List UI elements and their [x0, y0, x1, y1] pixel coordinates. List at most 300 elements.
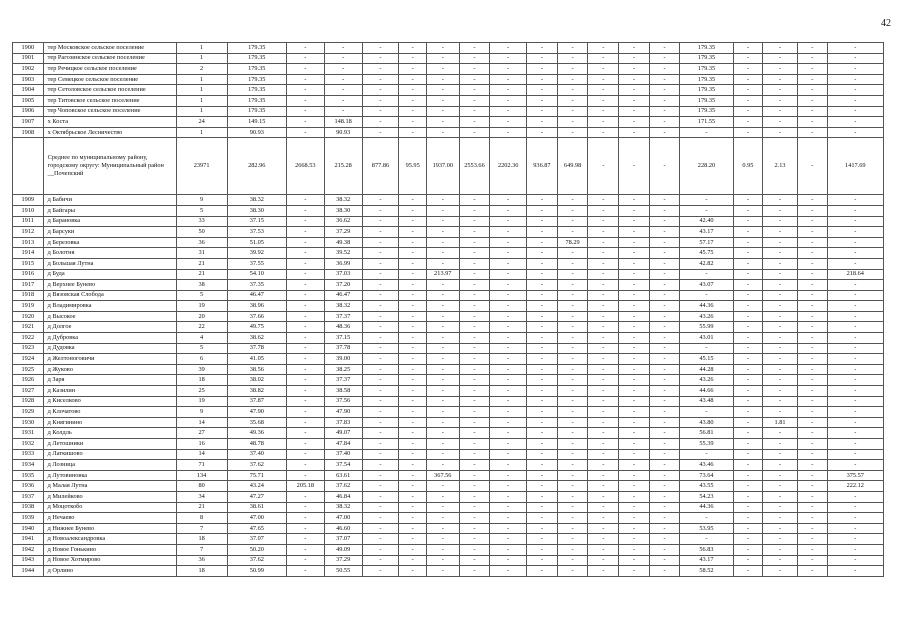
value-cell: -	[362, 322, 399, 333]
value-cell: -	[399, 258, 427, 269]
row-number-cell: 1921	[13, 322, 44, 333]
value-cell: -	[557, 523, 588, 534]
value-cell: -	[733, 343, 763, 354]
value-cell: 4	[176, 333, 227, 344]
value-cell: -	[649, 502, 680, 513]
value-cell: -	[763, 544, 798, 555]
value-cell: -	[619, 290, 650, 301]
value-cell: -	[733, 354, 763, 365]
value-cell: -	[399, 566, 427, 577]
value-cell: -	[733, 544, 763, 555]
value-cell: -	[557, 460, 588, 471]
value-cell: -	[286, 555, 324, 566]
value-cell: 179.35	[227, 74, 286, 85]
value-cell: 45.15	[680, 354, 733, 365]
value-cell: -	[733, 460, 763, 471]
value-cell: -	[362, 407, 399, 418]
value-cell: -	[557, 544, 588, 555]
value-cell: 7	[176, 523, 227, 534]
value-cell: -	[490, 386, 527, 397]
value-cell: -	[588, 333, 619, 344]
value-cell: -	[588, 85, 619, 96]
value-cell: 649.98	[557, 138, 588, 195]
value-cell: 0.95	[733, 138, 763, 195]
value-cell: -	[827, 354, 883, 365]
value-cell: 1	[176, 43, 227, 54]
value-cell: -	[324, 74, 362, 85]
value-cell: 36.99	[324, 258, 362, 269]
value-cell: 7	[176, 544, 227, 555]
settlement-name-cell: д Буда	[43, 269, 176, 280]
value-cell: 75.71	[227, 470, 286, 481]
value-cell: 57.17	[680, 237, 733, 248]
value-cell: -	[527, 248, 558, 259]
settlement-name-cell: д Дубровка	[43, 333, 176, 344]
row-number-cell: 1942	[13, 544, 44, 555]
value-cell: 179.35	[227, 53, 286, 64]
value-cell: -	[649, 43, 680, 54]
value-cell: 34	[176, 491, 227, 502]
value-cell: -	[362, 248, 399, 259]
value-cell: -	[399, 269, 427, 280]
value-cell: -	[649, 566, 680, 577]
value-cell: -	[680, 513, 733, 524]
value-cell: 1.81	[763, 417, 798, 428]
value-cell: 213.97	[426, 269, 459, 280]
value-cell: -	[827, 290, 883, 301]
value-cell: -	[619, 269, 650, 280]
value-cell: 37.53	[227, 227, 286, 238]
value-cell: -	[362, 43, 399, 54]
value-cell: 21	[176, 258, 227, 269]
value-cell: -	[763, 227, 798, 238]
value-cell: -	[680, 290, 733, 301]
settlement-name-cell: д Высокое	[43, 311, 176, 322]
value-cell: -	[733, 85, 763, 96]
value-cell: 37.07	[227, 534, 286, 545]
value-cell: 37.66	[227, 311, 286, 322]
value-cell: -	[733, 566, 763, 577]
value-cell: 38.62	[227, 333, 286, 344]
value-cell: 18	[176, 566, 227, 577]
value-cell: -	[588, 301, 619, 312]
value-cell: -	[324, 85, 362, 96]
value-cell: 14	[176, 417, 227, 428]
value-cell: -	[827, 386, 883, 397]
value-cell: 50.99	[227, 566, 286, 577]
value-cell: -	[827, 43, 883, 54]
value-cell: -	[649, 138, 680, 195]
value-cell: 282.96	[227, 138, 286, 195]
value-cell: -	[399, 470, 427, 481]
value-cell: -	[619, 205, 650, 216]
value-cell: -	[619, 386, 650, 397]
value-cell: -	[763, 523, 798, 534]
value-cell: -	[619, 470, 650, 481]
value-cell: -	[399, 502, 427, 513]
value-cell: -	[827, 205, 883, 216]
value-cell: -	[649, 555, 680, 566]
value-cell: 44.36	[680, 502, 733, 513]
value-cell: -	[680, 449, 733, 460]
value-cell: -	[649, 481, 680, 492]
value-cell: -	[399, 555, 427, 566]
value-cell: -	[763, 491, 798, 502]
value-cell: -	[527, 85, 558, 96]
value-cell: -	[362, 258, 399, 269]
value-cell: -	[399, 205, 427, 216]
value-cell: -	[426, 322, 459, 333]
value-cell: -	[557, 407, 588, 418]
value-cell: -	[619, 227, 650, 238]
value-cell: -	[797, 449, 827, 460]
value-cell: -	[490, 205, 527, 216]
value-cell: 43.01	[680, 333, 733, 344]
row-number-cell: 1932	[13, 439, 44, 450]
value-cell: -	[619, 439, 650, 450]
value-cell: -	[490, 354, 527, 365]
value-cell: 46.84	[324, 491, 362, 502]
table-body	[13, 43, 884, 577]
value-cell: -	[490, 117, 527, 128]
value-cell: -	[797, 290, 827, 301]
value-cell: -	[588, 205, 619, 216]
value-cell: 48.36	[324, 322, 362, 333]
value-cell: -	[797, 258, 827, 269]
value-cell: -	[459, 127, 490, 138]
value-cell: -	[649, 205, 680, 216]
value-cell: -	[588, 386, 619, 397]
value-cell: -	[827, 85, 883, 96]
value-cell: -	[286, 439, 324, 450]
value-cell: -	[362, 301, 399, 312]
value-cell: -	[286, 322, 324, 333]
table-row	[13, 280, 884, 291]
value-cell: 2	[176, 64, 227, 75]
value-cell: -	[649, 375, 680, 386]
value-cell: 179.35	[680, 64, 733, 75]
settlement-name-cell: тер Московское сельское поселение	[43, 43, 176, 54]
value-cell: -	[362, 195, 399, 206]
row-number-cell: 1918	[13, 290, 44, 301]
value-cell: -	[827, 534, 883, 545]
value-cell: 38.96	[227, 301, 286, 312]
table-row	[13, 555, 884, 566]
value-cell: -	[527, 227, 558, 238]
value-cell: -	[588, 491, 619, 502]
value-cell: -	[588, 311, 619, 322]
value-cell: -	[733, 439, 763, 450]
value-cell: -	[763, 428, 798, 439]
row-number-cell: 1941	[13, 534, 44, 545]
value-cell: -	[797, 248, 827, 259]
value-cell: 46.60	[324, 523, 362, 534]
value-cell: -	[459, 301, 490, 312]
value-cell: -	[490, 534, 527, 545]
value-cell: -	[588, 428, 619, 439]
value-cell: -	[399, 396, 427, 407]
settlement-name-cell: д Верхнее Бунево	[43, 280, 176, 291]
value-cell: 179.35	[227, 43, 286, 54]
value-cell: -	[399, 43, 427, 54]
value-cell: -	[286, 195, 324, 206]
value-cell: 23971	[176, 138, 227, 195]
value-cell: 50.20	[227, 544, 286, 555]
value-cell: -	[619, 566, 650, 577]
value-cell: -	[527, 566, 558, 577]
page-number: 42	[881, 18, 891, 29]
value-cell: 6	[176, 354, 227, 365]
table-row	[13, 343, 884, 354]
value-cell: -	[649, 333, 680, 344]
value-cell: 45.75	[680, 248, 733, 259]
value-cell: 37.37	[324, 375, 362, 386]
value-cell: -	[286, 237, 324, 248]
value-cell: -	[426, 74, 459, 85]
value-cell: -	[459, 237, 490, 248]
value-cell: -	[588, 481, 619, 492]
value-cell: -	[459, 322, 490, 333]
value-cell: -	[459, 449, 490, 460]
value-cell: -	[557, 117, 588, 128]
settlement-name-cell: д Киселково	[43, 396, 176, 407]
table-row	[13, 106, 884, 117]
value-cell: -	[399, 227, 427, 238]
value-cell: -	[490, 428, 527, 439]
value-cell: 37.37	[324, 311, 362, 322]
value-cell: -	[797, 64, 827, 75]
value-cell: -	[527, 544, 558, 555]
value-cell: -	[733, 248, 763, 259]
value-cell: -	[797, 216, 827, 227]
value-cell: 43.17	[680, 227, 733, 238]
value-cell: -	[399, 117, 427, 128]
value-cell: -	[588, 354, 619, 365]
value-cell: -	[619, 333, 650, 344]
value-cell: -	[399, 237, 427, 248]
value-cell: -	[827, 375, 883, 386]
value-cell: -	[527, 53, 558, 64]
value-cell: -	[763, 364, 798, 375]
value-cell: 41.05	[227, 354, 286, 365]
value-cell: -	[399, 513, 427, 524]
value-cell: -	[588, 138, 619, 195]
value-cell: 58.52	[680, 566, 733, 577]
table-row	[13, 127, 884, 138]
value-cell: -	[459, 74, 490, 85]
value-cell: -	[459, 43, 490, 54]
row-number-cell: 1916	[13, 269, 44, 280]
value-cell: -	[426, 127, 459, 138]
value-cell: -	[286, 95, 324, 106]
value-cell: -	[490, 216, 527, 227]
table-row	[13, 43, 884, 54]
value-cell: -	[399, 53, 427, 64]
value-cell: -	[588, 237, 619, 248]
value-cell: 49.09	[324, 544, 362, 555]
value-cell: -	[649, 227, 680, 238]
value-cell: -	[763, 407, 798, 418]
value-cell: -	[619, 74, 650, 85]
value-cell: -	[588, 53, 619, 64]
value-cell: -	[619, 64, 650, 75]
value-cell: -	[649, 53, 680, 64]
table-row	[13, 85, 884, 96]
table-row	[13, 449, 884, 460]
value-cell: -	[490, 449, 527, 460]
value-cell: -	[527, 258, 558, 269]
value-cell: -	[362, 64, 399, 75]
value-cell: -	[588, 502, 619, 513]
settlement-name-cell: д Клочатово	[43, 407, 176, 418]
value-cell: -	[557, 386, 588, 397]
value-cell: -	[399, 248, 427, 259]
value-cell: -	[527, 269, 558, 280]
value-cell: -	[399, 106, 427, 117]
value-cell: -	[557, 417, 588, 428]
value-cell: -	[527, 481, 558, 492]
value-cell: 43.80	[680, 417, 733, 428]
value-cell: -	[362, 534, 399, 545]
settlement-name-cell: д Долгое	[43, 322, 176, 333]
value-cell: -	[426, 301, 459, 312]
value-cell: -	[362, 216, 399, 227]
value-cell: -	[459, 195, 490, 206]
value-cell: -	[362, 106, 399, 117]
settlement-name-cell: тер Рагозинское сельское поселение	[43, 53, 176, 64]
value-cell: 37.15	[227, 216, 286, 227]
row-number-cell: 1922	[13, 333, 44, 344]
value-cell: -	[649, 127, 680, 138]
value-cell: -	[426, 195, 459, 206]
value-cell: -	[827, 428, 883, 439]
value-cell: -	[733, 43, 763, 54]
value-cell: -	[399, 95, 427, 106]
value-cell: -	[619, 301, 650, 312]
value-cell: -	[827, 227, 883, 238]
value-cell: -	[588, 195, 619, 206]
value-cell: -	[797, 470, 827, 481]
settlement-name-cell: д Бабичи	[43, 195, 176, 206]
settlement-name-cell: тер Чоповское сельское поселение	[43, 106, 176, 117]
value-cell: -	[362, 364, 399, 375]
row-number-cell: 1924	[13, 354, 44, 365]
value-cell: -	[797, 354, 827, 365]
value-cell: 90.93	[227, 127, 286, 138]
value-cell: -	[619, 449, 650, 460]
value-cell: -	[426, 439, 459, 450]
value-cell: -	[490, 237, 527, 248]
row-number-cell: 1919	[13, 301, 44, 312]
value-cell: -	[733, 491, 763, 502]
row-number-cell: 1929	[13, 407, 44, 418]
value-cell: -	[399, 74, 427, 85]
value-cell: -	[490, 53, 527, 64]
value-cell: -	[763, 322, 798, 333]
value-cell: -	[733, 127, 763, 138]
value-cell: -	[527, 343, 558, 354]
value-cell: -	[619, 481, 650, 492]
value-cell: -	[286, 491, 324, 502]
value-cell: -	[527, 195, 558, 206]
value-cell: -	[490, 95, 527, 106]
value-cell: -	[286, 205, 324, 216]
settlement-name-cell: д Новое Гонькино	[43, 544, 176, 555]
value-cell: -	[557, 428, 588, 439]
value-cell: -	[797, 333, 827, 344]
value-cell: -	[827, 333, 883, 344]
value-cell: -	[827, 566, 883, 577]
value-cell: -	[619, 280, 650, 291]
value-cell: -	[763, 258, 798, 269]
value-cell: 50.55	[324, 566, 362, 577]
value-cell: -	[426, 544, 459, 555]
value-cell: -	[362, 544, 399, 555]
value-cell: -	[797, 523, 827, 534]
value-cell: 37.35	[227, 280, 286, 291]
value-cell: -	[459, 544, 490, 555]
value-cell: -	[797, 460, 827, 471]
settlement-name-cell: д Латкишово	[43, 449, 176, 460]
value-cell: -	[490, 417, 527, 428]
settlement-name-cell: д Заря	[43, 375, 176, 386]
value-cell: -	[399, 195, 427, 206]
value-cell: -	[362, 439, 399, 450]
row-number-cell: 1925	[13, 364, 44, 375]
value-cell: -	[557, 449, 588, 460]
value-cell: -	[426, 364, 459, 375]
value-cell: -	[527, 439, 558, 450]
settlement-name-cell: тер Семецкое сельское поселение	[43, 74, 176, 85]
value-cell: -	[763, 460, 798, 471]
value-cell: -	[588, 375, 619, 386]
value-cell: -	[649, 311, 680, 322]
value-cell: -	[527, 95, 558, 106]
value-cell: 43.07	[680, 280, 733, 291]
value-cell: -	[362, 343, 399, 354]
settlement-name-cell: д Вязовская Слобода	[43, 290, 176, 301]
settlement-name-cell: д Нижнее Бунево	[43, 523, 176, 534]
value-cell: 2.13	[763, 138, 798, 195]
value-cell: -	[763, 117, 798, 128]
value-cell: -	[286, 216, 324, 227]
row-number-cell: 1926	[13, 375, 44, 386]
value-cell: 20	[176, 311, 227, 322]
table-row	[13, 53, 884, 64]
value-cell: -	[426, 354, 459, 365]
value-cell: -	[490, 322, 527, 333]
value-cell: -	[619, 375, 650, 386]
settlement-name-cell: д Владимировка	[43, 301, 176, 312]
value-cell: -	[763, 534, 798, 545]
value-cell: 25	[176, 386, 227, 397]
value-cell: -	[426, 523, 459, 534]
value-cell: -	[459, 523, 490, 534]
table-row	[13, 117, 884, 128]
value-cell: -	[459, 386, 490, 397]
value-cell: -	[649, 322, 680, 333]
value-cell: 14	[176, 449, 227, 460]
value-cell: 43.46	[680, 460, 733, 471]
value-cell: -	[733, 269, 763, 280]
value-cell: -	[827, 311, 883, 322]
value-cell: -	[763, 237, 798, 248]
value-cell: -	[797, 417, 827, 428]
value-cell: -	[649, 343, 680, 354]
settlement-name-cell: х Октябрьское Лесничество	[43, 127, 176, 138]
value-cell: -	[527, 216, 558, 227]
value-cell: -	[286, 248, 324, 259]
